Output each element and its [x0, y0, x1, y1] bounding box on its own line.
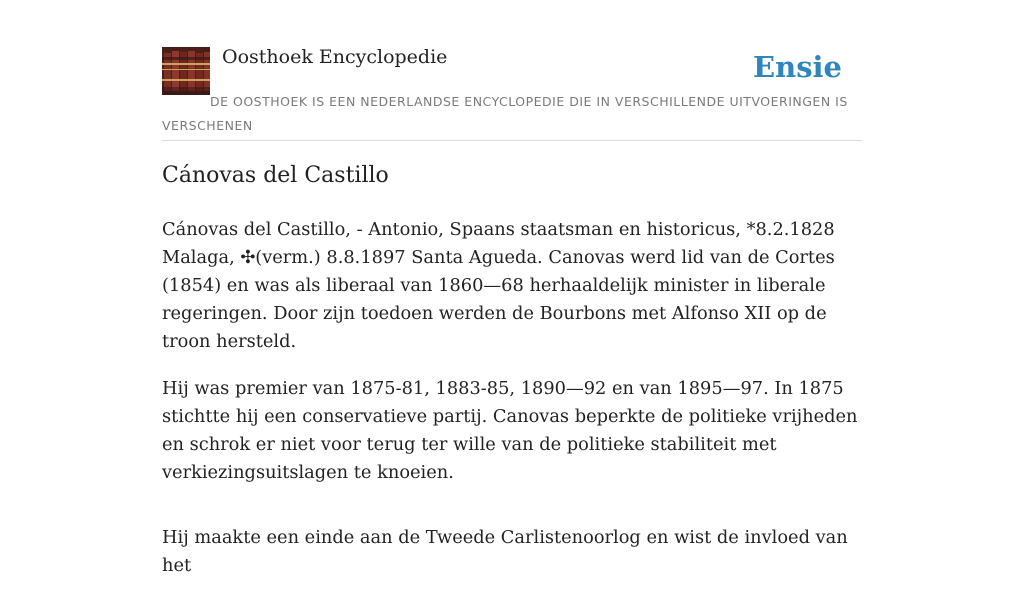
books-icon: [162, 47, 210, 95]
article-paragraph: Cánovas del Castillo, - Antonio, Spaans staatsman en historicus, *8.2.1828 Malaga, ✣(verm.) 8.8.1897 Santa Agueda. Canovas werd lid van de Cortes (1854) en was als liberaal van 1860—68 herhaaldelijk minister in liberale regeringen. Door zijn toedoen werden de Bourbons met Alfonso XII op de troon hersteld.: [162, 219, 835, 352]
article-paragraph: Hij maakte een einde aan de Tweede Carlistenoorlog en wist de invloed van het: [162, 527, 848, 576]
site-title[interactable]: Oosthoek Encyclopedie: [222, 46, 448, 68]
article-title: Cánovas del Castillo: [162, 163, 389, 188]
site-header: [162, 0, 862, 141]
article-body: [162, 216, 862, 599]
page-content: [162, 0, 862, 576]
brand-logo[interactable]: Ensie: [753, 50, 842, 84]
encyclopedia-books-avatar[interactable]: [162, 47, 210, 95]
article-paragraph: Hij was premier van 1875-81, 1883-85, 1890—92 en van 1895—97. In 1875 stichtte hij een conservatieve partij. Canovas beperkte de politieke vrijheden en schrok er niet voor terug ter wille van de politieke stabiliteit met verkiezingsuitslagen te knoeien.: [162, 378, 858, 483]
site-tagline: DE OOSTHOEK IS EEN NEDERLANDSE ENCYCLOPEDIE DIE IN VERSCHILLENDE UITVOERINGEN IS VERSCHENEN: [162, 94, 848, 133]
